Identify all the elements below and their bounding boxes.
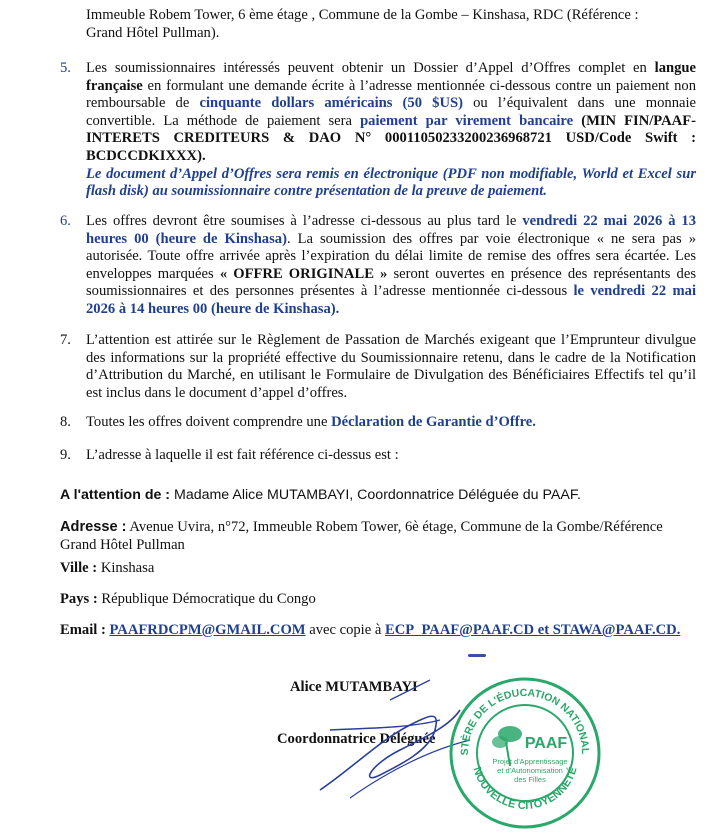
p5-bold-language: langue française bbox=[86, 60, 696, 94]
country-line bbox=[60, 591, 316, 609]
stamp-graphic bbox=[448, 676, 602, 830]
paragraph-7: L’attention est attirée sur le Règlement de Passation de Marchés exigeant que l’Emprunteur divulgue des informations sur la propriété effective du Soumissionnaire retenu, dans le cadre de la Notification d’Attribution du Marché, en utilisant le Formulaire de Divulgation des Bénéficiaires Effectifs tel qu’il est inclus dans le document d’appel d’offres. bbox=[86, 332, 696, 401]
item-number-5: 5. bbox=[60, 60, 71, 76]
attention-line bbox=[60, 487, 700, 505]
signatory-title: Coordonnatrice Déléguée bbox=[277, 731, 436, 747]
intro-line-1: Immeuble Robem Tower, 6 ème étage , Commune de la Gombe – Kinshasa, RDC (Référence : bbox=[86, 7, 639, 23]
intro-line-2: Grand Hôtel Pullman). bbox=[86, 25, 220, 41]
item-number-6: 6. bbox=[60, 213, 71, 229]
p5-text-1: Les soumissionnaires intéressés peuvent obtenir un Dossier d’Appel d’Offres complet en bbox=[86, 60, 655, 76]
p5-italic-note: Le document d’Appel d’Offres sera remis en électronique (PDF non modifiable, World et Excel sur flash disk) au soumissionnaire contre présentation de la preuve de paiement. bbox=[86, 165, 696, 200]
email-main-link[interactable]: PAAFRDCPM@GMAIL.COM bbox=[109, 622, 306, 638]
p6-offre-originale: « OFFRE ORIGINALE » bbox=[219, 265, 388, 282]
p6-text-3: seront ouvertes en présence des représentants des soumissionnaires et des personnes présentes à l’adresse mentionnée ci-dessous bbox=[86, 265, 696, 300]
p8-text: Toutes les offres doivent comprendre une bbox=[86, 414, 332, 430]
p5-text-2: en formulant une demande écrite à l’adresse mentionnée ci-dessous contre un paiement non remboursable de bbox=[86, 77, 696, 112]
p6-text-2: . La soumission des offres par voie électronique « ne sera pas » autorisée. Toute offre arrivée après l’expiration du délai limite de remise des offres sera écartée. Les enveloppes marquées bbox=[86, 230, 696, 282]
p5-text-3: ou l’équivalent dans une monnaie convertible. La méthode de paiement sera bbox=[86, 95, 696, 129]
p6-opening-date: le vendredi 22 mai 2026 à 14 heures 00 (heure de Kinshasa). bbox=[86, 283, 696, 317]
ink-mark bbox=[468, 654, 486, 657]
p5-text-4 bbox=[573, 113, 581, 129]
paragraph-8 bbox=[86, 414, 696, 432]
signatory-name: Alice MUTAMBAYI bbox=[290, 679, 418, 695]
city-label: Ville : bbox=[60, 560, 98, 576]
city-line bbox=[60, 560, 154, 578]
attention-label: A l'attention de : bbox=[60, 487, 171, 503]
stamp-line-1: Projet d'Apprentissage bbox=[492, 757, 568, 766]
email-cc-text: avec copie à bbox=[305, 622, 385, 638]
paaf-stamp bbox=[448, 676, 602, 830]
email-label: Email : bbox=[60, 622, 106, 638]
email-line bbox=[60, 622, 700, 640]
email-cc-link[interactable]: ECP_PAAF@PAAF.CD et STAWA@PAAF.CD. bbox=[384, 622, 681, 638]
country-value: République Démocratique du Congo bbox=[101, 591, 316, 607]
address-line bbox=[60, 519, 700, 554]
svg-text:MINISTÈRE DE L'ÉDUCATION NATIO bbox=[448, 676, 591, 756]
stamp-line-2: et d'Autonomisation bbox=[497, 766, 563, 775]
item-number-9: 9. bbox=[60, 447, 71, 463]
p5-bold-account: (MIN FIN/PAAF-INTERETS CREDITEURS & DAO N° 00011050233200236968721 USD/Code Swift : BCDCCDKIXXX). bbox=[86, 112, 696, 164]
address-label: Adresse : bbox=[60, 519, 127, 535]
item-number-8: 8. bbox=[60, 414, 71, 430]
stamp-line-3: des Filles bbox=[514, 775, 546, 784]
paragraph-9: L’adresse à laquelle il est fait référence ci-dessus est : bbox=[86, 447, 399, 463]
stamp-acronym: PAAF bbox=[524, 735, 568, 752]
p6-text-1: Les offres devront être soumises à l’adresse ci-dessous au plus tard le bbox=[86, 213, 523, 229]
item-number-7: 7. bbox=[60, 332, 71, 348]
paragraph-6 bbox=[86, 213, 696, 319]
p5-bold-payment-method: paiement par virement bancaire bbox=[360, 112, 574, 129]
address-value: Avenue Uvira, n°72, Immeuble Robem Tower, 6è étage, Commune de la Gombe/Référence Grand Hôtel Pullman bbox=[60, 519, 663, 553]
p6-deadline: vendredi 22 mai 2026 à 13 heures 00 (heure de Kinshasa) bbox=[86, 213, 697, 247]
stamp-ring-top: STÈRE DE L'ÉDUCATION NATIONAL bbox=[458, 686, 592, 756]
city-value: Kinshasa bbox=[100, 560, 155, 576]
p5-bold-amount: cinquante dollars américains (50 $US) bbox=[199, 95, 463, 112]
p8-bid-guarantee: Déclaration de Garantie d’Offre. bbox=[331, 414, 536, 430]
country-label: Pays : bbox=[60, 591, 98, 607]
paragraph-5 bbox=[86, 60, 696, 201]
attention-value: Madame Alice MUTAMBAYI, Coordonnatrice Déléguée du PAAF. bbox=[174, 487, 581, 503]
stamp-ring-bottom: NOUVELLE CITOYENNETÉ bbox=[470, 765, 580, 813]
